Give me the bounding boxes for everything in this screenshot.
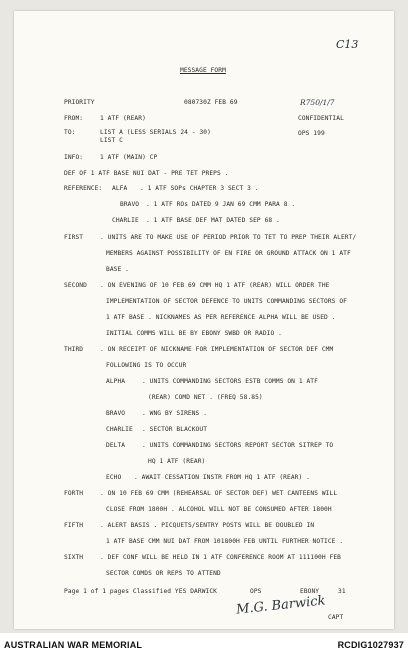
- reference-charlie-code: CHARLIE: [112, 217, 139, 224]
- para-first-label: FIRST: [64, 234, 84, 241]
- para-fifth-line: 1 ATF BASE CMM NUI DAT FROM 101800H FEB UNTIL FURTHER NOTICE .: [106, 538, 344, 545]
- nickname-delta-line: HQ 1 ATF (REAR): [148, 458, 206, 465]
- para-third-line: FOLLOWING IS TO OCCUR: [106, 362, 187, 369]
- to-label: TO:: [64, 129, 76, 136]
- file-reference: R750/1/7: [300, 98, 335, 107]
- para-third-label: THIRD: [64, 346, 84, 353]
- rank: CAPT: [328, 614, 344, 621]
- para-sixth-line: . DEF CONF WILL BE HELD IN 1 ATF CONFERENCE ROOM AT 111100H FEB: [100, 554, 341, 561]
- para-second-label: SECOND: [64, 282, 87, 289]
- handwritten-reference: C13: [336, 38, 359, 51]
- nickname-echo-line: . AWAIT CESSATION INSTR FROM HQ 1 ATF (REAR) .: [134, 474, 310, 481]
- para-second-line: INITIAL COMMS WILL BE BY EBONY SWBD OR RADIO .: [106, 330, 282, 337]
- ops-reference: OPS 199: [298, 130, 325, 137]
- nickname-alpha-code: ALPHA: [106, 378, 126, 385]
- reference-bravo-code: BRAVO: [120, 201, 140, 208]
- to-value-2: LIST C: [100, 137, 123, 144]
- archive-name: AUSTRALIAN WAR MEMORIAL: [4, 640, 143, 650]
- nickname-alpha-line: (REAR) COMD NET . (FREQ 58.85): [148, 394, 263, 401]
- para-first-line: BASE .: [106, 266, 129, 273]
- ebony-number: 31: [338, 588, 346, 595]
- para-second-line: . ON EVENING OF 10 FEB 69 CMM HQ 1 ATF (REAR) WILL ORDER THE: [100, 282, 330, 289]
- info-label: INFO:: [64, 154, 84, 161]
- nickname-bravo-line: . WNG BY SIRENS .: [142, 410, 208, 417]
- para-fourth-line: . ON 10 FEB 69 CMM (REHEARSAL OF SECTOR DEF) WET CANTEENS WILL: [100, 490, 338, 497]
- reference-alfa-text: . 1 ATF SOPs CHAPTER 3 SECT 3 .: [140, 185, 259, 192]
- to-value-1: LIST A (LESS SERIALS 24 - 30): [100, 129, 211, 136]
- reference-label: REFERENCE:: [64, 185, 103, 192]
- nickname-delta-code: DELTA: [106, 442, 126, 449]
- nickname-bravo-code: BRAVO: [106, 410, 126, 417]
- para-first-line: . UNITS ARE TO MAKE USE OF PERIOD PRIOR TO TET TO PREP THEIR ALERT/: [100, 234, 357, 241]
- reference-charlie-text: . 1 ATF BASE DEF MAT DATED SEP 68 .: [146, 217, 280, 224]
- info-value: 1 ATF (MAIN) CP: [100, 154, 158, 161]
- reference-alfa-code: ALFA: [112, 185, 128, 192]
- ops-footer: OPS: [250, 588, 262, 595]
- nickname-alpha-line: . UNITS COMMANDING SECTORS ESTB COMMS ON 1 ATF: [142, 378, 318, 385]
- nickname-charlie-line: . SECTOR BLACKOUT: [142, 426, 208, 433]
- nickname-delta-line: . UNITS COMMANDING SECTORS REPORT SECTOR SITREP TO: [142, 442, 334, 449]
- para-fifth-line: . ALERT BASIS . PICQUETS/SENTRY POSTS WILL BE DOUBLED IN: [100, 522, 315, 529]
- para-first-line: MEMBERS AGAINST POSSIBILITY OF EN FIRE OR GROUND ATTACK ON 1 ATF: [106, 250, 351, 257]
- para-sixth-line: SECTOR COMDS OR REPS TO ATTEND: [106, 570, 221, 577]
- para-fifth-label: FIFTH: [64, 522, 84, 529]
- archive-id: RCDIG1027937: [337, 640, 404, 650]
- para-fourth-label: FORTH: [64, 490, 84, 497]
- priority-label: PRIORITY: [64, 99, 95, 106]
- signature: M.G. Barwick: [235, 593, 327, 618]
- classification: CONFIDENTIAL: [298, 115, 344, 122]
- page-classification-line: Page 1 of 1 pages Classified YES DARWICK: [64, 588, 218, 595]
- para-third-line: . ON RECEIPT OF NICKNAME FOR IMPLEMENTATION OF SECTOR DEF CMM: [100, 346, 334, 353]
- para-second-line: IMPLEMENTATION OF SECTOR DEFENCE TO UNITS COMMANDING SECTORS OF: [106, 298, 347, 305]
- para-sixth-label: SIXTH: [64, 554, 84, 561]
- ebony-label: EBONY: [300, 588, 320, 595]
- nickname-echo-code: ECHO: [106, 474, 122, 481]
- para-second-line: 1 ATF BASE . NICKNAMES AS PER REFERENCE ALPHA WILL BE USED .: [106, 314, 336, 321]
- from-label: FROM:: [64, 115, 84, 122]
- from-value: 1 ATF (REAR): [100, 115, 146, 122]
- nickname-charlie-code: CHARLIE: [106, 426, 133, 433]
- form-title: MESSAGE FORM: [180, 67, 226, 74]
- reference-bravo-text: . 1 ATF ROs DATED 9 JAN 69 CMM PARA 8 .: [146, 201, 296, 208]
- dtg: 080730Z FEB 69: [184, 99, 238, 106]
- subject-line: DEF OF 1 ATF BASE NUI DAT - PRE TET PREPS .: [64, 170, 229, 177]
- para-fourth-line: CLOSE FROM 1800H . ALCOHOL WILL NOT BE CONSUMED AFTER 1800H: [106, 506, 332, 513]
- archive-footer: [0, 633, 408, 653]
